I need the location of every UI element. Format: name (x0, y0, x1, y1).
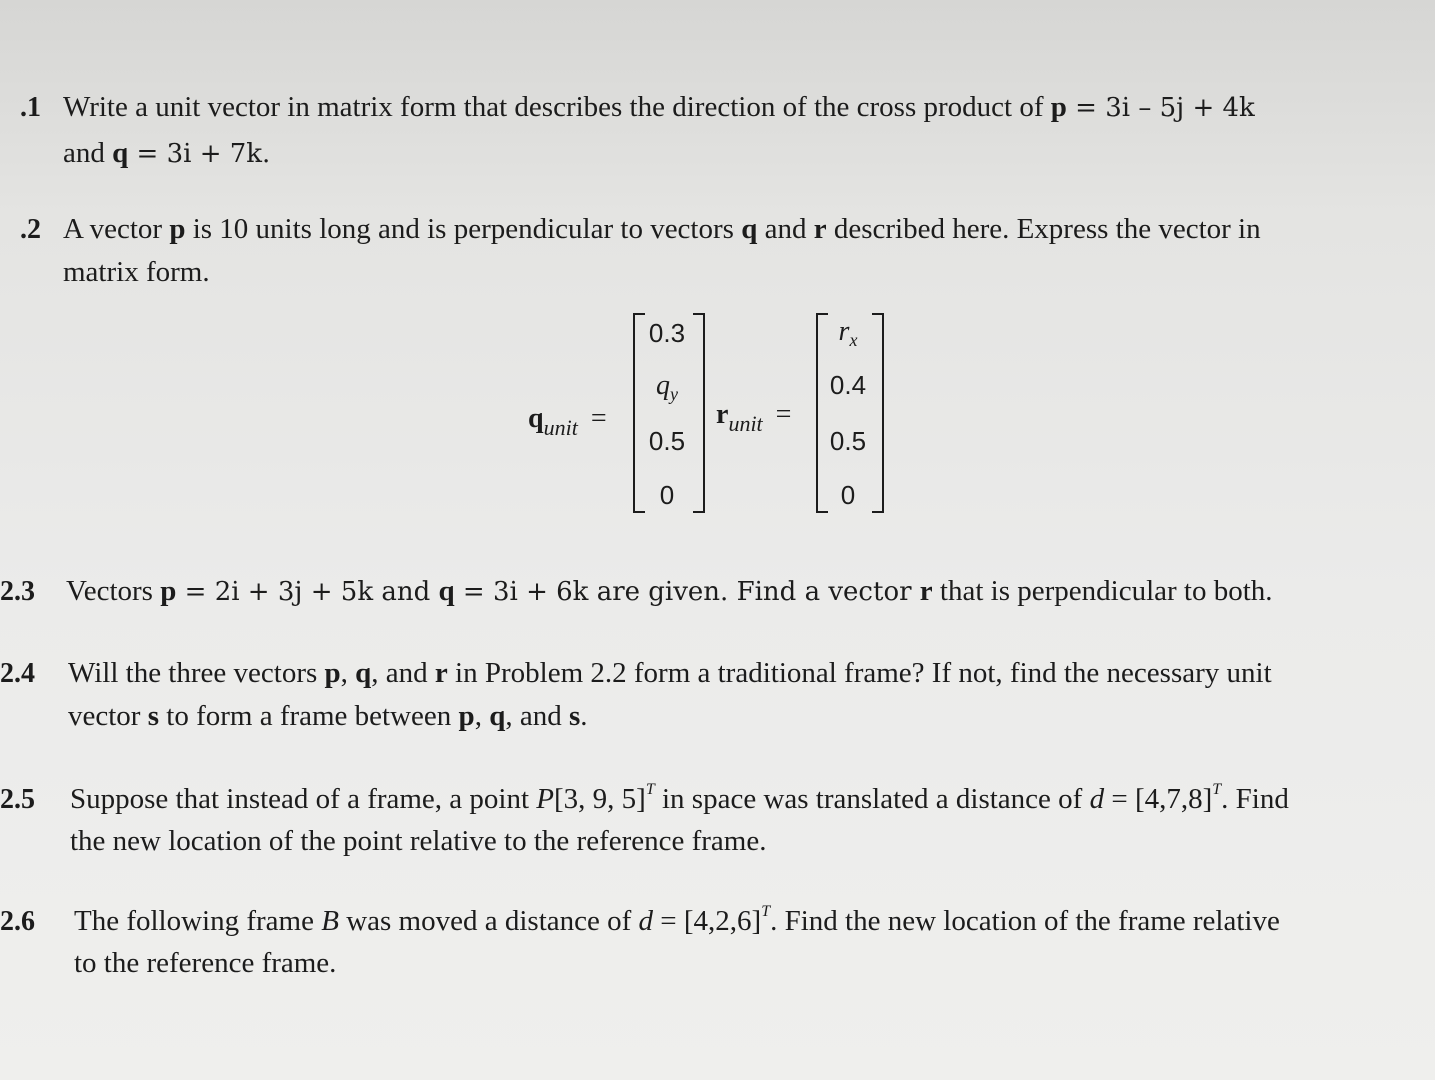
problem-text-line: the new location of the point relative to the reference frame. (70, 825, 767, 857)
matrix-cell: 0.5 (648, 426, 686, 456)
problem-text-line: to the reference frame. (74, 947, 337, 979)
problem-number: 2.6 (0, 906, 35, 937)
problem-text-line: matrix form. (63, 256, 210, 288)
problem-number: .1 (20, 92, 41, 123)
matrix-cell: $q_y$ (656, 370, 678, 404)
problem-text-line: Vectors p = 2i + 3j + 5k and q = 3i + 6k are given. Find a vector r that is perpendicular to both. (66, 575, 1273, 607)
matrix-cell: 0.3 (648, 318, 686, 348)
problem-number: .2 (20, 214, 41, 245)
matrix-label: $r_{unit}$ = (716, 399, 792, 436)
matrix-label: $q_{unit}$ = (528, 403, 607, 440)
problem-number: 2.5 (0, 784, 35, 815)
problem-text-line: A vector p is 10 units long and is perpendicular to vectors q and r described here. Express the vector in (63, 213, 1261, 245)
problem-number: 2.3 (0, 576, 35, 607)
problem-text-line: The following frame B was moved a distance of $d = [4,2,6]^T$. Find the new location of the frame relative (74, 903, 1280, 937)
problem-text-line: Write a unit vector in matrix form that describes the direction of the cross product of p = 3i – 5j + 4k (63, 91, 1255, 123)
matrix-cell: 0 (659, 480, 675, 510)
problem-number: 2.4 (0, 658, 35, 689)
matrix-cell: 0.4 (829, 370, 867, 400)
matrix-cell: 0 (840, 480, 856, 510)
matrix-cell: 0.5 (829, 426, 867, 456)
matrix-cell: $r_x$ (838, 316, 858, 350)
problem-text-line: Suppose that instead of a frame, a point P[3, 9, 5]$^T$ in space was translated a distance of $d = [4,7,8]^T$. Find (70, 781, 1289, 815)
problem-text-line: Will the three vectors p, q, and r in Problem 2.2 form a traditional frame? If not, find the necessary unit (68, 657, 1272, 689)
problem-text-line: vector s to form a frame between p, q, and s. (68, 700, 588, 732)
problem-text-line: and q = 3i + 7k. (63, 137, 271, 169)
